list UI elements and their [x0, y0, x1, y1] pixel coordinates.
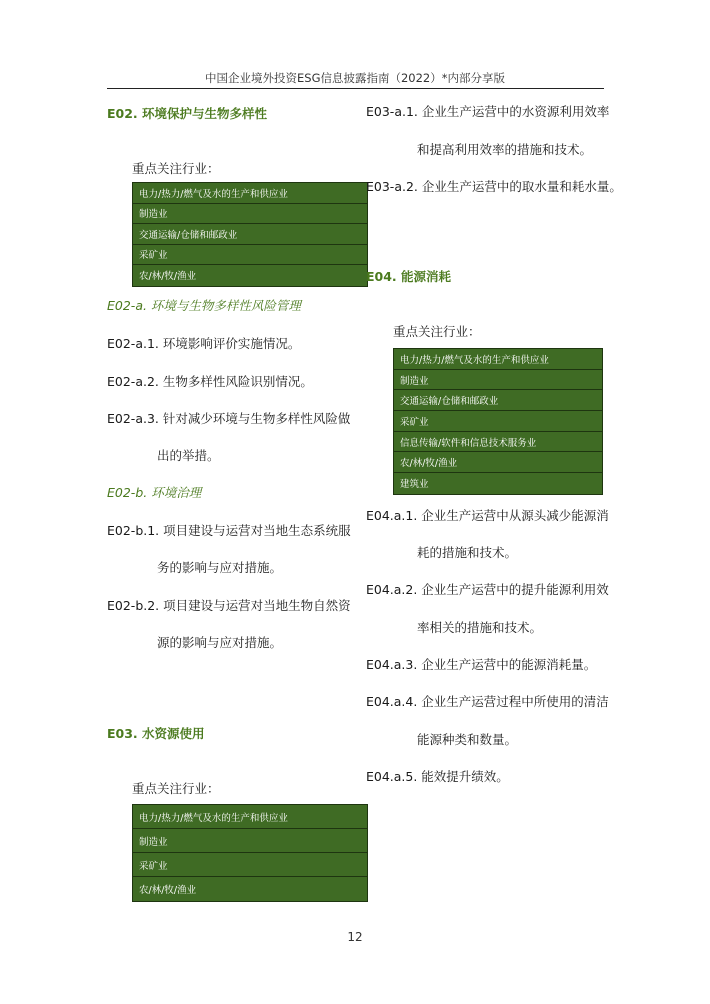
item-e03-a2: E03-a.2. 企业生产运营中的取水量和耗水量。 — [366, 179, 622, 194]
subheading-e02-a: E02-a. 环境与生物多样性风险管理 — [107, 298, 301, 313]
industry-row: 农/林/牧/渔业 — [394, 452, 602, 473]
item-e04-a2: E04.a.2. 企业生产运营中的提升能源利用效 — [366, 582, 609, 597]
item-e04-a2-cont: 率相关的措施和技术。 — [417, 620, 543, 635]
industry-row: 交通运输/仓储和邮政业 — [133, 224, 367, 245]
industry-row: 交通运输/仓储和邮政业 — [394, 390, 602, 411]
industry-row: 制造业 — [133, 829, 367, 853]
item-e02-a1: E02-a.1. 环境影响评价实施情况。 — [107, 336, 301, 351]
industry-row: 农/林/牧/渔业 — [139, 885, 197, 896]
industry-row: 制造业 — [394, 370, 602, 391]
item-e04-a3: E04.a.3. 企业生产运营中的能源消耗量。 — [366, 657, 597, 672]
item-e02-a3-cont: 出的举措。 — [157, 448, 220, 463]
item-e02-a3: E02-a.3. 针对减少环境与生物多样性风险做 — [107, 411, 351, 426]
industry-row: 制造业 — [133, 204, 367, 225]
industry-table-e02 — [132, 182, 368, 287]
industry-row: 电力/热力/燃气及水的生产和供应业 — [133, 805, 367, 829]
industry-row: 农/林/牧/渔业 — [139, 271, 197, 283]
item-e02-a2: E02-a.2. 生物多样性风险识别情况。 — [107, 374, 313, 389]
item-e02-b2-cont: 源的影响与应对措施。 — [157, 635, 283, 650]
focus-industries-label: 重点关注行业： — [132, 161, 220, 176]
industry-row: 电力/热力/燃气及水的生产和供应业 — [133, 183, 367, 204]
industry-row: 信息传输/软件和信息技术服务业 — [394, 432, 602, 453]
page-number: 12 — [347, 930, 363, 944]
focus-industries-label: 重点关注行业： — [132, 781, 220, 796]
item-e04-a1: E04.a.1. 企业生产运营中从源头减少能源消 — [366, 508, 609, 523]
section-heading-e02: E02. 环境保护与生物多样性 — [107, 106, 268, 121]
subheading-e02-b: E02-b. 环境治理 — [107, 485, 202, 500]
item-e04-a5: E04.a.5. 能效提升绩效。 — [366, 769, 509, 784]
item-e03-a1: E03-a.1. 企业生产运营中的水资源利用效率 — [366, 104, 610, 119]
industry-row: 采矿业 — [133, 245, 367, 266]
industry-table-e03 — [132, 804, 368, 902]
item-e02-b1-cont: 务的影响与应对措施。 — [157, 560, 283, 575]
industry-table-e04 — [393, 348, 603, 495]
item-e04-a4: E04.a.4. 企业生产运营过程中所使用的清洁 — [366, 694, 609, 709]
focus-industries-label: 重点关注行业： — [393, 324, 481, 339]
item-e04-a1-cont: 耗的措施和技术。 — [417, 545, 518, 560]
industry-row: 电力/热力/燃气及水的生产和供应业 — [394, 349, 602, 370]
item-e02-b2: E02-b.2. 项目建设与运营对当地生物自然资 — [107, 598, 351, 613]
section-heading-e03: E03. 水资源使用 — [107, 726, 205, 741]
industry-row: 建筑业 — [400, 479, 429, 491]
item-e03-a1-cont: 和提高利用效率的措施和技术。 — [417, 142, 593, 157]
section-heading-e04: E04. 能源消耗 — [366, 269, 452, 284]
item-e04-a4-cont: 能源种类和数量。 — [417, 732, 518, 747]
page-header: 中国企业境外投资ESG信息披露指南（2022）*内部分享版 — [205, 71, 505, 85]
item-e02-b1: E02-b.1. 项目建设与运营对当地生态系统服 — [107, 523, 351, 538]
industry-row: 采矿业 — [394, 411, 602, 432]
header-rule — [107, 88, 604, 89]
industry-row: 采矿业 — [133, 853, 367, 877]
